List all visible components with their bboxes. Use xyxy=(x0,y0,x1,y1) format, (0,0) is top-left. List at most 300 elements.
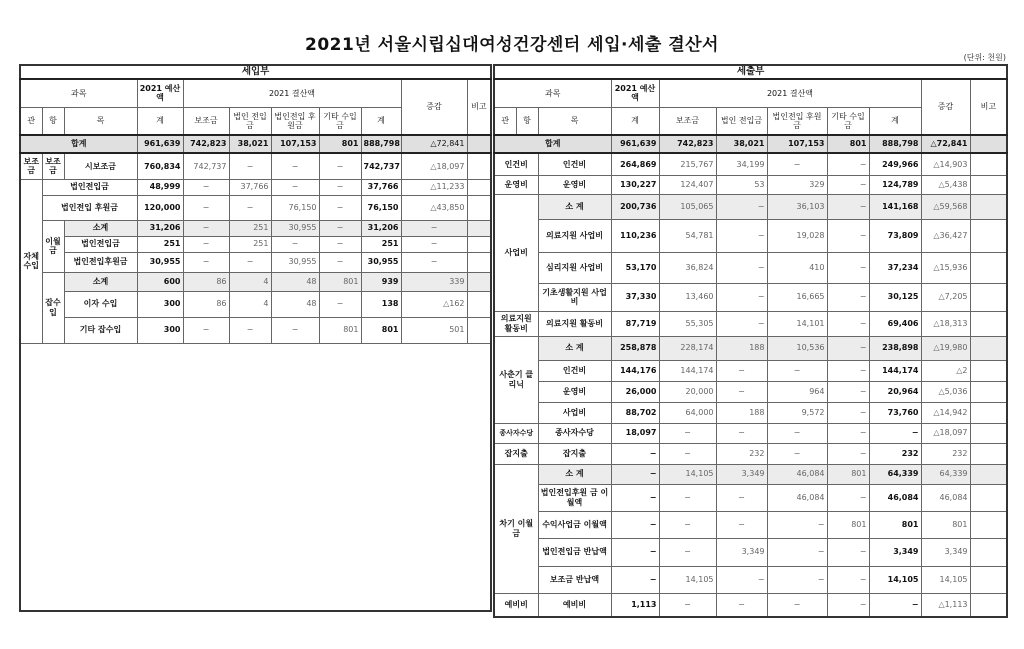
header-other-income: 기타 수입금 xyxy=(319,107,361,135)
budget-cell: 18,097 xyxy=(611,423,659,443)
note-cell xyxy=(970,423,1007,443)
gwan-cell: 사춘기 클리닉 xyxy=(494,336,538,423)
other-cell: − xyxy=(827,219,869,252)
corp-donation-cell: − xyxy=(271,153,319,179)
header-diff: 증감 xyxy=(921,79,970,135)
corp-transfer-cell: − xyxy=(716,252,767,283)
other-cell: − xyxy=(319,179,361,195)
note-cell xyxy=(970,360,1007,381)
header-total: 계 xyxy=(361,107,401,135)
note-cell xyxy=(467,195,491,220)
note-cell xyxy=(970,283,1007,311)
budget-cell: 600 xyxy=(137,272,183,291)
header-mok: 목 xyxy=(64,107,137,135)
other-cell: − xyxy=(827,360,869,381)
expense-table xyxy=(493,64,1008,618)
subsidy-cell: 124,407 xyxy=(659,175,716,194)
budget-cell: − xyxy=(611,511,659,538)
corp-transfer-cell: − xyxy=(716,360,767,381)
budget-cell: − xyxy=(611,566,659,593)
table-row xyxy=(494,402,1007,423)
budget-cell: 144,176 xyxy=(611,360,659,381)
diff-cell: − xyxy=(401,220,467,236)
corp-donation-cell: − xyxy=(767,511,827,538)
corp-transfer-cell: − xyxy=(229,195,271,220)
expense-section-title: 세출부 xyxy=(494,65,1007,79)
gwan-cell: 예비비 xyxy=(494,593,538,617)
header-settle: 2021 결산액 xyxy=(183,79,401,107)
total-corp-donation: 107,153 xyxy=(767,135,827,153)
budget-cell: 251 xyxy=(137,236,183,252)
header-settle: 2021 결산액 xyxy=(659,79,921,107)
other-cell: 801 xyxy=(319,272,361,291)
note-cell xyxy=(970,511,1007,538)
total-note xyxy=(970,135,1007,153)
diff-cell: △18,313 xyxy=(921,311,970,336)
other-cell: − xyxy=(319,195,361,220)
total-cell: 20,964 xyxy=(869,381,921,402)
budget-cell: 760,834 xyxy=(137,153,183,179)
revenue-section-title: 세입부 xyxy=(20,65,491,79)
mok-cell: 법인전입후원금 xyxy=(64,252,137,272)
corp-donation-cell: − xyxy=(767,538,827,566)
header-corp-donation: 법인전입 후원금 xyxy=(271,107,319,135)
total-total: 888,798 xyxy=(361,135,401,153)
budget-cell: 53,170 xyxy=(611,252,659,283)
corp-transfer-cell: − xyxy=(716,283,767,311)
hang-cell: 보조금 xyxy=(42,153,64,179)
budget-cell: 130,227 xyxy=(611,175,659,194)
other-cell: − xyxy=(827,311,869,336)
header-hang: 항 xyxy=(42,107,64,135)
header-note: 비고 xyxy=(970,79,1007,135)
header-budget: 2021 예산액 xyxy=(137,79,183,107)
subsidy-cell: 86 xyxy=(183,291,229,317)
table-row xyxy=(494,443,1007,464)
note-cell xyxy=(970,175,1007,194)
diff-cell: △7,205 xyxy=(921,283,970,311)
diff-cell: − xyxy=(401,252,467,272)
table-row xyxy=(20,179,491,195)
total-cell: 37,766 xyxy=(361,179,401,195)
total-cell: 30,125 xyxy=(869,283,921,311)
total-cell: 144,174 xyxy=(869,360,921,381)
table-row xyxy=(494,464,1007,484)
corp-donation-cell: 48 xyxy=(271,291,319,317)
header-note: 비고 xyxy=(467,79,491,135)
corp-donation-cell: 16,665 xyxy=(767,283,827,311)
other-cell: − xyxy=(827,402,869,423)
other-cell: 801 xyxy=(319,317,361,343)
mok-cell: 소계 xyxy=(64,272,137,291)
header-gye: 계 xyxy=(611,107,659,135)
mok-cell: 소 계 xyxy=(538,464,611,484)
hang-cell: 법인전입금 xyxy=(42,179,137,195)
budget-cell: 87,719 xyxy=(611,311,659,336)
other-cell: − xyxy=(319,236,361,252)
corp-donation-cell: − xyxy=(767,566,827,593)
subsidy-cell: 13,460 xyxy=(659,283,716,311)
note-cell xyxy=(970,311,1007,336)
total-cell: 124,789 xyxy=(869,175,921,194)
mok-cell: 의료지원 활동비 xyxy=(538,311,611,336)
table-row xyxy=(20,220,491,236)
mok-cell: 법인전입금 반납액 xyxy=(538,538,611,566)
total-other: 801 xyxy=(827,135,869,153)
corp-donation-cell: − xyxy=(767,443,827,464)
total-budget: 961,639 xyxy=(611,135,659,153)
total-total: 888,798 xyxy=(869,135,921,153)
corp-transfer-cell: − xyxy=(716,566,767,593)
budget-cell: 1,113 xyxy=(611,593,659,617)
subsidy-cell: − xyxy=(183,317,229,343)
total-cell: 138 xyxy=(361,291,401,317)
note-cell xyxy=(970,443,1007,464)
total-cell: 64,339 xyxy=(869,464,921,484)
hang-cell: 법인전입 후원금 xyxy=(42,195,137,220)
corp-donation-cell: − xyxy=(271,317,319,343)
table-row xyxy=(494,511,1007,538)
diff-cell: △19,980 xyxy=(921,336,970,360)
corp-donation-cell: 46,084 xyxy=(767,484,827,511)
budget-cell: 31,206 xyxy=(137,220,183,236)
total-cell: 30,955 xyxy=(361,252,401,272)
note-cell xyxy=(970,566,1007,593)
diff-cell: △14,903 xyxy=(921,153,970,175)
note-cell xyxy=(467,317,491,343)
total-cell: 141,168 xyxy=(869,194,921,219)
table-row xyxy=(20,252,491,272)
corp-donation-cell: 14,101 xyxy=(767,311,827,336)
other-cell: − xyxy=(827,443,869,464)
table-row xyxy=(494,194,1007,219)
budget-cell: − xyxy=(611,538,659,566)
total-cell: 801 xyxy=(361,317,401,343)
diff-cell: △59,568 xyxy=(921,194,970,219)
table-row xyxy=(20,195,491,220)
subsidy-cell: − xyxy=(183,179,229,195)
gwan-cell: 보조금 xyxy=(20,153,42,179)
total-subsidy: 742,823 xyxy=(659,135,716,153)
total-diff: △72,841 xyxy=(401,135,467,153)
note-cell xyxy=(970,219,1007,252)
diff-cell: − xyxy=(401,236,467,252)
corp-transfer-cell: 3,349 xyxy=(716,538,767,566)
total-cell: 939 xyxy=(361,272,401,291)
corp-donation-cell: − xyxy=(767,360,827,381)
total-cell: 14,105 xyxy=(869,566,921,593)
table-row xyxy=(494,381,1007,402)
corp-transfer-cell: − xyxy=(716,593,767,617)
note-cell xyxy=(970,336,1007,360)
mok-cell: 소 계 xyxy=(538,336,611,360)
note-cell xyxy=(467,272,491,291)
gwan-cell: 의료지원 활동비 xyxy=(494,311,538,336)
mok-cell: 인건비 xyxy=(538,360,611,381)
subsidy-cell: − xyxy=(183,220,229,236)
note-cell xyxy=(467,236,491,252)
diff-cell: △5,438 xyxy=(921,175,970,194)
corp-transfer-cell: − xyxy=(716,311,767,336)
corp-donation-cell: 76,150 xyxy=(271,195,319,220)
total-subsidy: 742,823 xyxy=(183,135,229,153)
gwan-cell: 사업비 xyxy=(494,194,538,311)
total-cell: − xyxy=(869,423,921,443)
mok-cell: 소 계 xyxy=(538,194,611,219)
total-cell: 73,760 xyxy=(869,402,921,423)
total-cell: 238,898 xyxy=(869,336,921,360)
diff-cell: △18,097 xyxy=(401,153,467,179)
table-row xyxy=(494,484,1007,511)
other-cell: − xyxy=(319,252,361,272)
diff-cell: △5,036 xyxy=(921,381,970,402)
subsidy-cell: − xyxy=(183,236,229,252)
header-corp-donation: 법인전입 후원금 xyxy=(767,107,827,135)
budget-cell: 300 xyxy=(137,291,183,317)
document-title: 2021년 서울시립십대여성건강센터 세입·세출 결산서 xyxy=(305,35,719,55)
mok-cell: 운영비 xyxy=(538,381,611,402)
header-budget: 2021 예산액 xyxy=(611,79,659,107)
table-row xyxy=(494,566,1007,593)
note-cell xyxy=(467,220,491,236)
hang-cell: 잡수입 xyxy=(42,272,64,343)
note-cell xyxy=(970,252,1007,283)
other-cell: − xyxy=(827,381,869,402)
header-subsidy: 보조금 xyxy=(183,107,229,135)
total-label: 합계 xyxy=(494,135,611,153)
table-row xyxy=(494,311,1007,336)
total-corp-donation: 107,153 xyxy=(271,135,319,153)
mok-cell: 의료지원 사업비 xyxy=(538,219,611,252)
total-other: 801 xyxy=(319,135,361,153)
total-cell: 249,966 xyxy=(869,153,921,175)
gwan-cell: 자체 수입 xyxy=(20,179,42,343)
header-gye: 계 xyxy=(137,107,183,135)
corp-donation-cell: 19,028 xyxy=(767,219,827,252)
total-cell: 31,206 xyxy=(361,220,401,236)
other-cell: − xyxy=(827,252,869,283)
diff-cell: 801 xyxy=(921,511,970,538)
total-cell: 46,084 xyxy=(869,484,921,511)
gwan-cell: 인건비 xyxy=(494,153,538,175)
total-cell: 37,234 xyxy=(869,252,921,283)
corp-transfer-cell: 4 xyxy=(229,291,271,317)
table-row xyxy=(20,236,491,252)
mok-cell: 인건비 xyxy=(538,153,611,175)
budget-cell: − xyxy=(611,464,659,484)
table-row xyxy=(494,175,1007,194)
header-other-income: 기타 수입금 xyxy=(827,107,869,135)
budget-cell: 88,702 xyxy=(611,402,659,423)
diff-cell: △1,113 xyxy=(921,593,970,617)
gwan-cell: 운영비 xyxy=(494,175,538,194)
subsidy-cell: 36,824 xyxy=(659,252,716,283)
corp-donation-cell: 9,572 xyxy=(767,402,827,423)
unit-label: (단위: 천원) xyxy=(963,53,1006,62)
other-cell: − xyxy=(827,423,869,443)
total-label: 합계 xyxy=(20,135,137,153)
header-hang: 항 xyxy=(516,107,538,135)
corp-transfer-cell: 37,766 xyxy=(229,179,271,195)
corp-transfer-cell: 4 xyxy=(229,272,271,291)
corp-donation-cell: 48 xyxy=(271,272,319,291)
mok-cell: 이자 수입 xyxy=(64,291,137,317)
subsidy-cell: − xyxy=(183,195,229,220)
corp-donation-cell: 964 xyxy=(767,381,827,402)
table-row xyxy=(20,272,491,291)
other-cell: − xyxy=(319,153,361,179)
other-cell: − xyxy=(827,336,869,360)
table-row xyxy=(20,317,491,343)
table-row xyxy=(494,219,1007,252)
corp-transfer-cell: − xyxy=(229,252,271,272)
table-row xyxy=(494,252,1007,283)
corp-donation-cell: 329 xyxy=(767,175,827,194)
gwan-cell: 잡지출 xyxy=(494,443,538,464)
corp-transfer-cell: − xyxy=(716,219,767,252)
empty-area xyxy=(20,343,491,611)
expense-total-row xyxy=(494,135,1007,153)
budget-cell: − xyxy=(611,484,659,511)
other-cell: − xyxy=(827,283,869,311)
corp-transfer-cell: 188 xyxy=(716,402,767,423)
budget-cell: 30,955 xyxy=(137,252,183,272)
mok-cell: 법인전입금 xyxy=(64,236,137,252)
mok-cell: 예비비 xyxy=(538,593,611,617)
header-gwan: 관 xyxy=(20,107,42,135)
other-cell: − xyxy=(319,291,361,317)
diff-cell: 501 xyxy=(401,317,467,343)
total-diff: △72,841 xyxy=(921,135,970,153)
other-cell: 801 xyxy=(827,464,869,484)
note-cell xyxy=(467,153,491,179)
corp-donation-cell: − xyxy=(767,423,827,443)
diff-cell: △43,850 xyxy=(401,195,467,220)
corp-transfer-cell: 251 xyxy=(229,236,271,252)
diff-cell: △2 xyxy=(921,360,970,381)
note-cell xyxy=(970,593,1007,617)
corp-donation-cell: − xyxy=(271,236,319,252)
diff-cell: 64,339 xyxy=(921,464,970,484)
budget-cell: 300 xyxy=(137,317,183,343)
corp-donation-cell: 36,103 xyxy=(767,194,827,219)
mok-cell: 기초생활지원 사업비 xyxy=(538,283,611,311)
subsidy-cell: − xyxy=(659,511,716,538)
other-cell: − xyxy=(827,484,869,511)
subsidy-cell: − xyxy=(659,484,716,511)
gwan-cell: 종사자수당 xyxy=(494,423,538,443)
subsidy-cell: 64,000 xyxy=(659,402,716,423)
mok-cell: 기타 잡수입 xyxy=(64,317,137,343)
other-cell: − xyxy=(827,175,869,194)
note-cell xyxy=(970,153,1007,175)
other-cell: − xyxy=(827,153,869,175)
corp-transfer-cell: 188 xyxy=(716,336,767,360)
subsidy-cell: − xyxy=(659,538,716,566)
note-cell xyxy=(467,179,491,195)
total-corp-transfer: 38,021 xyxy=(229,135,271,153)
other-cell: − xyxy=(319,220,361,236)
subsidy-cell: − xyxy=(183,252,229,272)
mok-cell: 잡지출 xyxy=(538,443,611,464)
mok-cell: 시보조금 xyxy=(64,153,137,179)
corp-donation-cell: − xyxy=(271,179,319,195)
note-cell xyxy=(970,194,1007,219)
note-cell xyxy=(467,291,491,317)
total-budget: 961,639 xyxy=(137,135,183,153)
budget-cell: 26,000 xyxy=(611,381,659,402)
diff-cell: △18,097 xyxy=(921,423,970,443)
corp-transfer-cell: 3,349 xyxy=(716,464,767,484)
budget-cell: 37,330 xyxy=(611,283,659,311)
diff-cell: △162 xyxy=(401,291,467,317)
budget-cell: 264,869 xyxy=(611,153,659,175)
gwan-cell: 차기 이월금 xyxy=(494,464,538,593)
corp-donation-cell: 46,084 xyxy=(767,464,827,484)
subsidy-cell: 105,065 xyxy=(659,194,716,219)
corp-donation-cell: 10,536 xyxy=(767,336,827,360)
header-total: 계 xyxy=(869,107,921,135)
mok-cell: 종사자수당 xyxy=(538,423,611,443)
table-row xyxy=(20,153,491,179)
diff-cell: 232 xyxy=(921,443,970,464)
mok-cell: 운영비 xyxy=(538,175,611,194)
mok-cell: 법인전입후원 금 이월액 xyxy=(538,484,611,511)
header-subsidy: 보조금 xyxy=(659,107,716,135)
corp-donation-cell: − xyxy=(767,153,827,175)
header-corp-transfer: 법인 전입금 xyxy=(716,107,767,135)
diff-cell: 14,105 xyxy=(921,566,970,593)
mok-cell: 사업비 xyxy=(538,402,611,423)
other-cell: 801 xyxy=(827,511,869,538)
subsidy-cell: 86 xyxy=(183,272,229,291)
other-cell: − xyxy=(827,593,869,617)
total-cell: 801 xyxy=(869,511,921,538)
corp-transfer-cell: − xyxy=(716,381,767,402)
subsidy-cell: − xyxy=(659,423,716,443)
corp-transfer-cell: 53 xyxy=(716,175,767,194)
subsidy-cell: − xyxy=(659,443,716,464)
total-note xyxy=(467,135,491,153)
table-row xyxy=(494,538,1007,566)
subsidy-cell: 55,305 xyxy=(659,311,716,336)
corp-donation-cell: − xyxy=(767,593,827,617)
note-cell xyxy=(970,402,1007,423)
note-cell xyxy=(970,484,1007,511)
mok-cell: 보조금 반납액 xyxy=(538,566,611,593)
total-corp-transfer: 38,021 xyxy=(716,135,767,153)
corp-transfer-cell: − xyxy=(229,317,271,343)
table-row xyxy=(20,291,491,317)
header-diff: 증감 xyxy=(401,79,467,135)
corp-donation-cell: 30,955 xyxy=(271,252,319,272)
revenue-total-row xyxy=(20,135,491,153)
corp-transfer-cell: − xyxy=(716,194,767,219)
total-cell: 76,150 xyxy=(361,195,401,220)
table-row xyxy=(494,593,1007,617)
diff-cell: △36,427 xyxy=(921,219,970,252)
corp-donation-cell: 30,955 xyxy=(271,220,319,236)
header-gwan: 관 xyxy=(494,107,516,135)
table-row xyxy=(494,153,1007,175)
subsidy-cell: 215,767 xyxy=(659,153,716,175)
subsidy-cell: 20,000 xyxy=(659,381,716,402)
budget-cell: 110,236 xyxy=(611,219,659,252)
total-cell: − xyxy=(869,593,921,617)
subsidy-cell: 144,174 xyxy=(659,360,716,381)
other-cell: − xyxy=(827,538,869,566)
mok-cell: 소계 xyxy=(64,220,137,236)
